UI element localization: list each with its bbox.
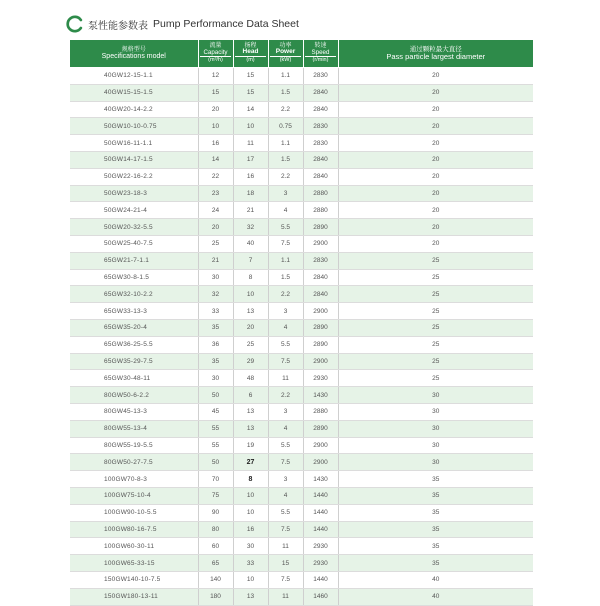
column-header-head-unit: (m) [235, 56, 266, 64]
head-cell: 17 [233, 151, 268, 168]
power-cell: 2.2 [268, 168, 303, 185]
head-cell: 21 [233, 202, 268, 219]
head-cell: 33 [233, 555, 268, 572]
head-cell: 14 [233, 101, 268, 118]
column-header-model-cn: 规格型号 [121, 45, 146, 53]
model-cell: 100GW65-33-15 [70, 555, 198, 572]
diameter-cell: 25 [338, 353, 533, 370]
table-row [70, 202, 533, 219]
head-cell: 10 [233, 118, 268, 135]
capacity-cell: 36 [198, 336, 233, 353]
diameter-cell: 20 [338, 235, 533, 252]
column-header-model-en: Specifications model [101, 52, 166, 60]
column-header-power-en: Power [275, 48, 296, 56]
column-header-model [70, 40, 198, 68]
power-cell: 5.5 [268, 437, 303, 454]
diameter-cell: 30 [338, 387, 533, 404]
column-header-power [268, 40, 303, 68]
power-cell: 5.5 [268, 219, 303, 236]
speed-cell: 2840 [303, 286, 338, 303]
diameter-cell: 30 [338, 454, 533, 471]
table-row [70, 487, 533, 504]
diameter-cell: 25 [338, 303, 533, 320]
model-cell: 50GW16-11-1.1 [70, 135, 198, 152]
head-cell: 10 [233, 504, 268, 521]
column-header-power-cn: 功率 [279, 42, 292, 50]
speed-cell: 2830 [303, 118, 338, 135]
model-cell: 100GW90-10-5.5 [70, 504, 198, 521]
table-row [70, 235, 533, 252]
head-cell: 16 [233, 521, 268, 538]
speed-cell: 2890 [303, 336, 338, 353]
column-header-head [233, 40, 268, 68]
power-cell: 1.5 [268, 151, 303, 168]
speed-cell: 2900 [303, 303, 338, 320]
table-row [70, 370, 533, 387]
model-cell: 80GW55-13-4 [70, 420, 198, 437]
model-cell: 50GW22-16-2.2 [70, 168, 198, 185]
diameter-cell: 35 [338, 555, 533, 572]
power-cell: 7.5 [268, 353, 303, 370]
power-cell: 3 [268, 471, 303, 488]
model-cell: 100GW70-8-3 [70, 471, 198, 488]
table-row [70, 84, 533, 101]
speed-cell: 1440 [303, 487, 338, 504]
diameter-cell: 30 [338, 420, 533, 437]
capacity-cell: 65 [198, 555, 233, 572]
diameter-cell: 20 [338, 101, 533, 118]
speed-cell: 2930 [303, 555, 338, 572]
table-row [70, 185, 533, 202]
model-cell: 80GW50-6-2.2 [70, 387, 198, 404]
power-cell: 1.5 [268, 84, 303, 101]
column-header-speed-cn: 转速 [314, 42, 327, 50]
green-crescent-logo-icon [66, 15, 84, 33]
diameter-cell: 40 [338, 571, 533, 588]
speed-cell: 2840 [303, 84, 338, 101]
head-cell: 13 [233, 420, 268, 437]
power-cell: 0.75 [268, 118, 303, 135]
sheet-title [66, 14, 299, 34]
table-row [70, 252, 533, 269]
diameter-cell: 20 [338, 84, 533, 101]
head-cell: 8 [233, 269, 268, 286]
table-row [70, 471, 533, 488]
column-header-capacity [198, 40, 233, 68]
speed-cell: 2890 [303, 319, 338, 336]
head-cell: 32 [233, 219, 268, 236]
column-header-capacity-en: Capacity [203, 48, 228, 56]
table-row [70, 151, 533, 168]
diameter-cell: 20 [338, 202, 533, 219]
capacity-cell: 140 [198, 571, 233, 588]
table-row [70, 420, 533, 437]
model-cell: 65GW30-48-11 [70, 370, 198, 387]
speed-cell: 2900 [303, 437, 338, 454]
diameter-cell: 35 [338, 521, 533, 538]
column-header-head-en: Head [242, 48, 259, 56]
speed-cell: 2830 [303, 252, 338, 269]
model-cell: 50GW23-18-3 [70, 185, 198, 202]
head-cell: 30 [233, 538, 268, 555]
head-cell: 18 [233, 185, 268, 202]
power-cell: 11 [268, 588, 303, 605]
model-cell: 65GW33-13-3 [70, 303, 198, 320]
diameter-cell: 35 [338, 504, 533, 521]
power-cell: 3 [268, 303, 303, 320]
capacity-cell: 16 [198, 135, 233, 152]
model-cell: 100GW60-30-11 [70, 538, 198, 555]
head-cell: 10 [233, 487, 268, 504]
capacity-cell: 180 [198, 588, 233, 605]
speed-cell: 2840 [303, 101, 338, 118]
power-cell: 5.5 [268, 336, 303, 353]
speed-cell: 1440 [303, 571, 338, 588]
capacity-cell: 30 [198, 269, 233, 286]
capacity-cell: 50 [198, 387, 233, 404]
power-cell: 7.5 [268, 521, 303, 538]
column-header-speed [303, 40, 338, 68]
speed-cell: 1440 [303, 504, 338, 521]
diameter-cell: 20 [338, 68, 533, 85]
head-cell: 20 [233, 319, 268, 336]
head-cell: 19 [233, 437, 268, 454]
column-header-head-cn: 扬程 [244, 42, 257, 50]
speed-cell: 2900 [303, 235, 338, 252]
title-english: Pump Performance Data Sheet [153, 18, 299, 30]
power-cell: 1.1 [268, 135, 303, 152]
power-cell: 1.1 [268, 252, 303, 269]
table-row [70, 118, 533, 135]
capacity-cell: 75 [198, 487, 233, 504]
power-cell: 7.5 [268, 571, 303, 588]
table-row [70, 269, 533, 286]
model-cell: 100GW75-10-4 [70, 487, 198, 504]
speed-cell: 2890 [303, 219, 338, 236]
diameter-cell: 20 [338, 185, 533, 202]
title-chinese: 泵性能参数表 [88, 20, 148, 32]
head-cell: 40 [233, 235, 268, 252]
column-header-capacity-cn: 流量 [209, 42, 222, 50]
model-cell: 50GW24-21-4 [70, 202, 198, 219]
power-cell: 4 [268, 202, 303, 219]
table-row [70, 538, 533, 555]
table-row [70, 437, 533, 454]
head-cell: 15 [233, 84, 268, 101]
table-row [70, 219, 533, 236]
diameter-cell: 25 [338, 370, 533, 387]
power-cell: 1.1 [268, 68, 303, 85]
speed-cell: 2840 [303, 151, 338, 168]
capacity-cell: 24 [198, 202, 233, 219]
diameter-cell: 25 [338, 252, 533, 269]
power-cell: 2.2 [268, 387, 303, 404]
performance-table [70, 40, 533, 606]
power-cell: 2.2 [268, 286, 303, 303]
power-cell: 15 [268, 555, 303, 572]
head-cell: 29 [233, 353, 268, 370]
column-header-diameter-cn: 通过颗粒最大直径 [409, 45, 462, 54]
diameter-cell: 20 [338, 151, 533, 168]
power-cell: 3 [268, 403, 303, 420]
capacity-cell: 60 [198, 538, 233, 555]
power-cell: 4 [268, 319, 303, 336]
capacity-cell: 25 [198, 235, 233, 252]
power-cell: 4 [268, 487, 303, 504]
capacity-cell: 35 [198, 319, 233, 336]
head-cell: 13 [233, 403, 268, 420]
head-cell: 16 [233, 168, 268, 185]
table-header-row [70, 40, 533, 68]
capacity-cell: 50 [198, 454, 233, 471]
speed-cell: 1460 [303, 588, 338, 605]
model-cell: 80GW55-19-5.5 [70, 437, 198, 454]
model-cell: 65GW32-10-2.2 [70, 286, 198, 303]
column-header-power-unit: (kW) [270, 56, 301, 64]
model-cell: 65GW35-20-4 [70, 319, 198, 336]
speed-cell: 2930 [303, 370, 338, 387]
table-row [70, 336, 533, 353]
capacity-cell: 14 [198, 151, 233, 168]
capacity-cell: 21 [198, 252, 233, 269]
column-header-diameter-en: Pass particle largest diameter [386, 51, 486, 61]
table-row [70, 68, 533, 85]
capacity-cell: 33 [198, 303, 233, 320]
diameter-cell: 30 [338, 403, 533, 420]
speed-cell: 2880 [303, 185, 338, 202]
speed-cell: 2930 [303, 538, 338, 555]
model-cell: 65GW30-8-1.5 [70, 269, 198, 286]
table-row [70, 168, 533, 185]
head-cell: 10 [233, 286, 268, 303]
capacity-cell: 32 [198, 286, 233, 303]
power-cell: 11 [268, 370, 303, 387]
model-cell: 50GW14-17-1.5 [70, 151, 198, 168]
table-row [70, 387, 533, 404]
model-cell: 40GW15-15-1.5 [70, 84, 198, 101]
head-cell: 11 [233, 135, 268, 152]
diameter-cell: 35 [338, 538, 533, 555]
capacity-cell: 70 [198, 471, 233, 488]
speed-cell: 2830 [303, 135, 338, 152]
head-cell: 10 [233, 571, 268, 588]
head-cell: 48 [233, 370, 268, 387]
speed-cell: 2890 [303, 420, 338, 437]
power-cell: 11 [268, 538, 303, 555]
power-cell: 7.5 [268, 454, 303, 471]
diameter-cell: 25 [338, 269, 533, 286]
speed-cell: 2900 [303, 454, 338, 471]
capacity-cell: 12 [198, 68, 233, 85]
head-cell: 13 [233, 588, 268, 605]
capacity-cell: 20 [198, 101, 233, 118]
table-row [70, 319, 533, 336]
model-cell: 150GW180-13-11 [70, 588, 198, 605]
speed-cell: 2840 [303, 168, 338, 185]
diameter-cell: 20 [338, 135, 533, 152]
table-row [70, 571, 533, 588]
diameter-cell: 20 [338, 219, 533, 236]
model-cell: 50GW10-10-0.75 [70, 118, 198, 135]
speed-cell: 2900 [303, 353, 338, 370]
speed-cell: 1430 [303, 387, 338, 404]
speed-cell: 1440 [303, 521, 338, 538]
table-row [70, 101, 533, 118]
model-cell: 80GW45-13-3 [70, 403, 198, 420]
table-row [70, 286, 533, 303]
capacity-cell: 35 [198, 353, 233, 370]
capacity-cell: 10 [198, 118, 233, 135]
diameter-cell: 35 [338, 487, 533, 504]
capacity-cell: 23 [198, 185, 233, 202]
table-row [70, 135, 533, 152]
power-cell: 4 [268, 420, 303, 437]
power-cell: 2.2 [268, 101, 303, 118]
diameter-cell: 30 [338, 437, 533, 454]
head-cell: 13 [233, 303, 268, 320]
speed-cell: 2840 [303, 269, 338, 286]
head-cell: 6 [233, 387, 268, 404]
model-cell: 50GW25-40-7.5 [70, 235, 198, 252]
diameter-cell: 25 [338, 319, 533, 336]
capacity-cell: 15 [198, 84, 233, 101]
diameter-cell: 20 [338, 118, 533, 135]
model-cell: 150GW140-10-7.5 [70, 571, 198, 588]
diameter-cell: 20 [338, 168, 533, 185]
column-header-diameter [338, 40, 533, 68]
capacity-cell: 45 [198, 403, 233, 420]
capacity-cell: 22 [198, 168, 233, 185]
head-cell: 27 [233, 454, 268, 471]
diameter-cell: 35 [338, 471, 533, 488]
table-body [70, 68, 533, 606]
diameter-cell: 25 [338, 286, 533, 303]
head-cell: 15 [233, 68, 268, 85]
model-cell: 65GW36-25-5.5 [70, 336, 198, 353]
power-cell: 5.5 [268, 504, 303, 521]
table-row [70, 504, 533, 521]
table-row [70, 353, 533, 370]
capacity-cell: 55 [198, 437, 233, 454]
power-cell: 1.5 [268, 269, 303, 286]
table-row [70, 588, 533, 605]
column-header-speed-unit: (r/min) [305, 56, 336, 64]
table-row [70, 454, 533, 471]
head-cell: 25 [233, 336, 268, 353]
column-header-speed-en: Speed [311, 48, 330, 56]
model-cell: 40GW12-15-1.1 [70, 68, 198, 85]
column-header-capacity-unit: (m³/h) [200, 56, 231, 64]
capacity-cell: 80 [198, 521, 233, 538]
capacity-cell: 55 [198, 420, 233, 437]
power-cell: 3 [268, 185, 303, 202]
model-cell: 80GW50-27-7.5 [70, 454, 198, 471]
capacity-cell: 30 [198, 370, 233, 387]
model-cell: 50GW20-32-5.5 [70, 219, 198, 236]
capacity-cell: 90 [198, 504, 233, 521]
table-row [70, 303, 533, 320]
table-row [70, 521, 533, 538]
power-cell: 7.5 [268, 235, 303, 252]
capacity-cell: 20 [198, 219, 233, 236]
speed-cell: 2830 [303, 68, 338, 85]
table-row [70, 555, 533, 572]
model-cell: 40GW20-14-2.2 [70, 101, 198, 118]
head-cell: 8 [233, 471, 268, 488]
speed-cell: 2880 [303, 202, 338, 219]
diameter-cell: 25 [338, 336, 533, 353]
table-row [70, 403, 533, 420]
head-cell: 7 [233, 252, 268, 269]
speed-cell: 2880 [303, 403, 338, 420]
speed-cell: 1430 [303, 471, 338, 488]
model-cell: 65GW21-7-1.1 [70, 252, 198, 269]
diameter-cell: 40 [338, 588, 533, 605]
model-cell: 65GW35-29-7.5 [70, 353, 198, 370]
model-cell: 100GW80-16-7.5 [70, 521, 198, 538]
